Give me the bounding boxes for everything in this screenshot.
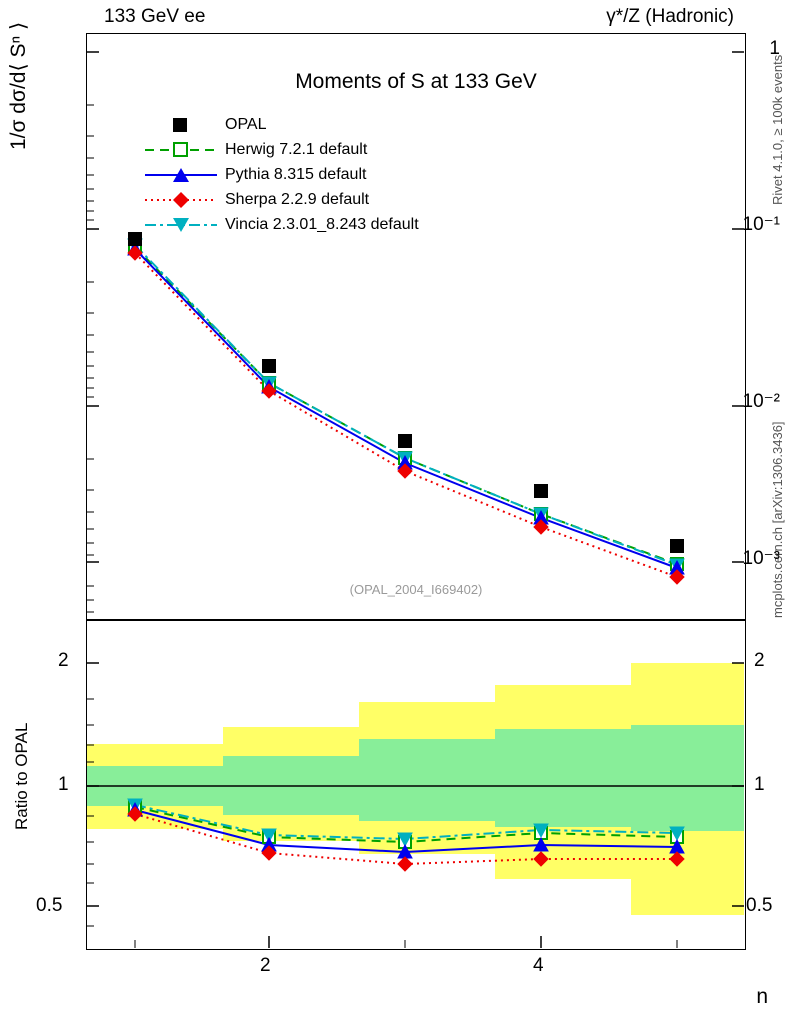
- series-vincia-markers: [128, 239, 684, 572]
- legend-item-herwig: [145, 137, 419, 162]
- ratio-plot-panel: [86, 620, 746, 950]
- legend-item-opal: [145, 112, 419, 137]
- series-sherpa-markers: [128, 246, 684, 584]
- side-caption-rivet: Rivet 4.1.0, ≥ 100k events: [770, 54, 785, 205]
- ytick-main-1: 10⁻¹: [742, 214, 780, 235]
- legend-label-pythia: Pythia 8.315 default: [225, 165, 367, 183]
- legend-item-pythia: [145, 162, 419, 187]
- legend-label-sherpa: Sherpa 2.2.9 default: [225, 190, 370, 208]
- xtick-2: 2: [260, 955, 271, 976]
- ratio-plot-canvas: [87, 621, 744, 948]
- xtick-4: 4: [533, 955, 544, 976]
- main-y-axis-label: 1/σ dσ/d⟨ Sⁿ ⟩: [7, 21, 30, 150]
- series-pythia-line: [135, 249, 677, 568]
- main-plot-panel: [86, 33, 746, 620]
- plot-title: Moments of S at 133 GeV: [295, 70, 537, 93]
- side-caption-mcplots: mcplots.cern.ch [arXiv:1306.3436]: [770, 421, 785, 618]
- legend-label-vincia: Vincia 2.3.01_8.243 default: [225, 215, 419, 233]
- legend-label-opal: OPAL: [225, 115, 267, 133]
- legend-item-vincia: [145, 212, 419, 237]
- series-opal-markers: [128, 232, 684, 553]
- ytick-ratio-right-1: 1: [754, 774, 765, 795]
- legend-marker-sherpa: [145, 190, 217, 210]
- legend-marker-opal: [145, 115, 217, 135]
- x-axis-label: n: [756, 985, 768, 1008]
- ytick-main-3: 10⁻³: [742, 548, 780, 569]
- ytick-ratio-left-0: 2: [58, 650, 69, 671]
- legend-marker-pythia: [145, 165, 217, 185]
- series-herwig-markers: [129, 241, 683, 570]
- series-vincia-line: [135, 245, 677, 565]
- ytick-ratio-left-1: 1: [58, 774, 69, 795]
- legend-marker-vincia: [145, 215, 217, 235]
- header-right-label: γ*/Z (Hadronic): [606, 6, 734, 27]
- ytick-main-0: 1: [769, 38, 780, 59]
- series-herwig-line: [135, 247, 677, 564]
- legend-marker-herwig: [145, 140, 217, 160]
- series-sherpa-line: [135, 253, 677, 577]
- ytick-ratio-left-2: 0.5: [36, 895, 63, 916]
- ratio-y-axis-label: Ratio to OPAL: [12, 722, 31, 830]
- ytick-ratio-right-2: 0.5: [746, 895, 773, 916]
- legend-label-herwig: Herwig 7.2.1 default: [225, 140, 368, 158]
- header-left-label: 133 GeV ee: [104, 6, 206, 27]
- legend: [145, 112, 419, 237]
- dataset-watermark: (OPAL_2004_I669402): [349, 582, 483, 597]
- ytick-ratio-right-0: 2: [754, 650, 765, 671]
- series-pythia-markers: [128, 242, 684, 574]
- legend-item-sherpa: [145, 187, 419, 212]
- ytick-main-2: 10⁻²: [742, 391, 780, 412]
